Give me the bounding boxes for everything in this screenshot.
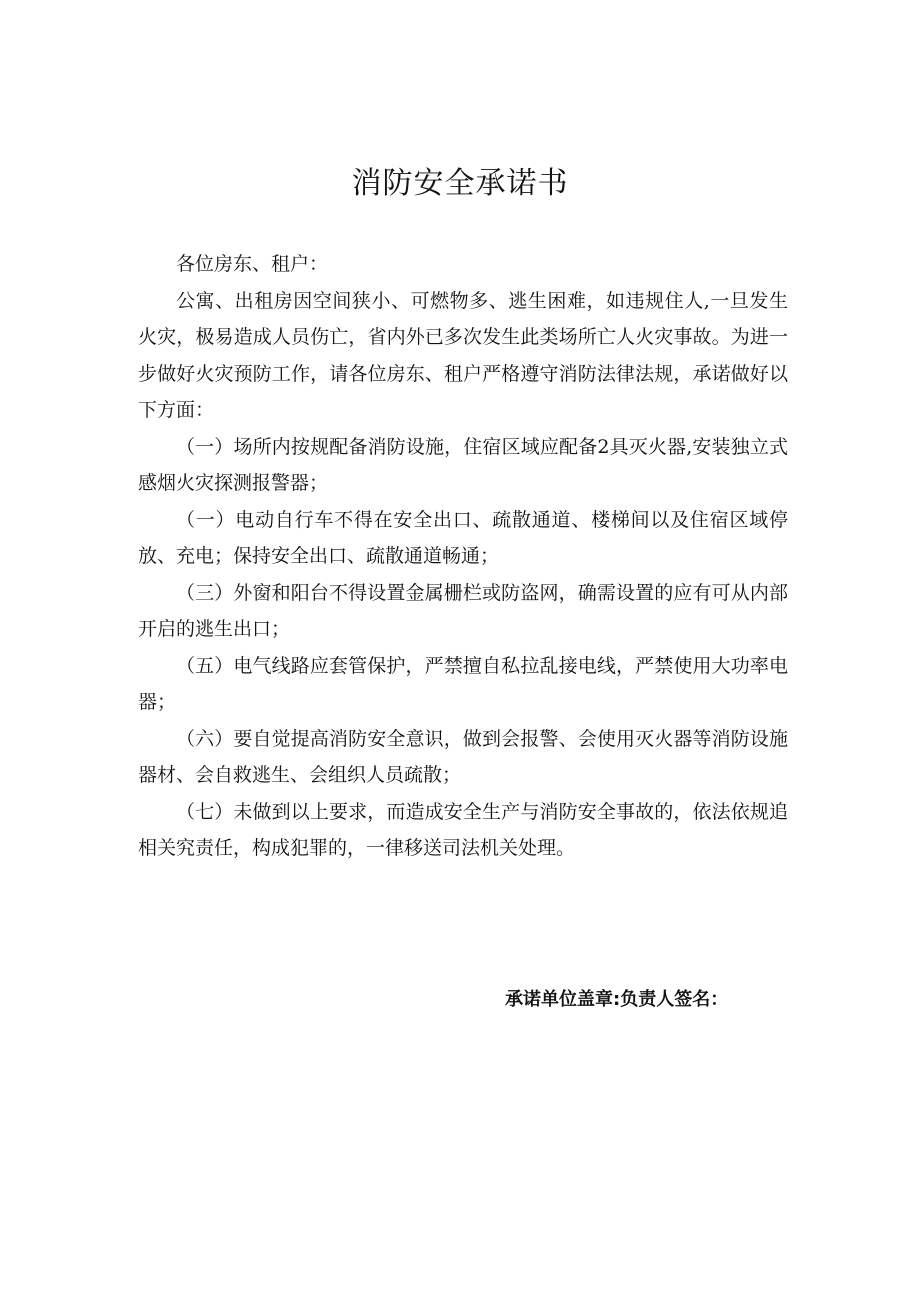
commitment-item-4: （五）电气线路应套管保护，严禁擅自私拉乱接电线，严禁使用大功率电器； [138,654,788,713]
commitment-item-1: （一）场所内按规配备消防设施，住宿区域应配备2具灭火器,安装独立式感烟火灾探测报警器； [138,435,788,494]
document-body [138,246,788,867]
document-title: 消防安全承诺书 [351,166,569,201]
greeting: 各位房东、租户： [176,253,329,275]
signature-line: 承诺单位盖章:负责人签名： [505,989,729,1010]
commitment-item-3: （三）外窗和阳台不得设置金属栅栏或防盗网，确需设置的应有可从内部开启的逃生出口； [138,581,788,640]
commitment-item-2: （一）电动自行车不得在安全出口、疏散通道、楼梯间以及住宿区域停放、充电；保持安全出口、疏散通道畅通； [138,508,788,567]
commitment-item-5: （六）要自觉提高消防安全意识，做到会报警、会使用灭火器等消防设施器材、会自救逃生、会组织人员疏散； [138,727,788,786]
intro-paragraph: 公寓、出租房因空间狭小、可燃物多、逃生困难，如违规住人,一旦发生火灾，极易造成人员伤亡，省内外已多次发生此类场所亡人火灾事故。为进一步做好火灾预防工作，请各位房东、租户严格遵守消防法律法规，承诺做好以下方面： [138,289,788,421]
commitment-item-6: （七）未做到以上要求，而造成安全生产与消防安全事故的，依法依规追相关究责任，构成犯罪的，一律移送司法机关处理。 [138,800,788,859]
